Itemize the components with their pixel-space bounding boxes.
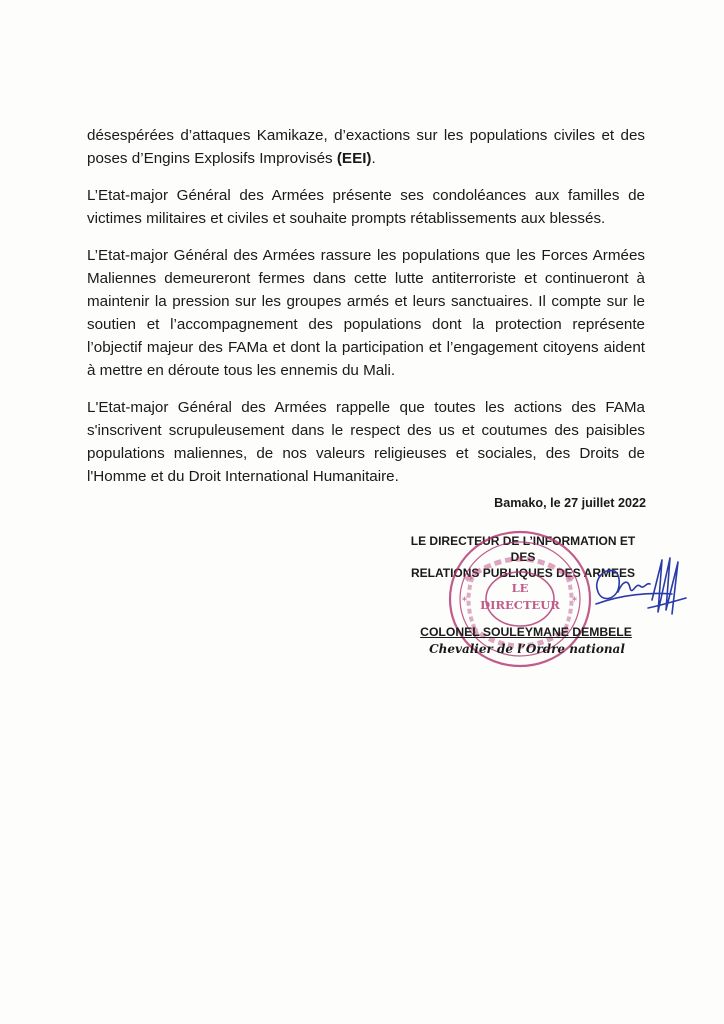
signatory-distinction: Chevalier de l’Ordre national — [429, 642, 625, 656]
signature-flourish — [652, 558, 678, 614]
signatory-title — [404, 533, 642, 581]
paragraph-1-bold-acronym: (EEI) — [336, 150, 372, 167]
signature-name-stroke — [618, 582, 650, 592]
signature-baseline-stroke — [596, 593, 672, 604]
paragraph-1 — [87, 124, 645, 170]
date-line: Bamako, le 27 juillet 2022 — [494, 496, 646, 510]
stamp-center-line-2: DIRECTEUR — [480, 598, 560, 612]
paragraph-1-tail: . — [371, 150, 376, 167]
signatory-title-line-2: RELATIONS PUBLIQUES DES ARMEES — [410, 566, 636, 580]
stamp-center-line-1: LE — [511, 581, 529, 595]
signature-underline-stroke — [648, 598, 686, 608]
signatory-title-line-1: LE DIRECTEUR DE L’INFORMATION ET DES — [410, 534, 636, 564]
document-body — [87, 124, 645, 502]
stamp-left-star: * — [462, 596, 467, 607]
paragraph-2: L’Etat-major Général des Armées présente ses condoléances aux familles de victimes militaires et civiles et souhaite prompts rétablissements aux blessés. — [87, 187, 645, 227]
paragraph-4: L'Etat-major Général des Armées rappelle que toutes les actions des FAMa s'inscrivent scrupuleusement dans le respect des us et coutumes des paisibles populations maliennes, de nos valeurs religieuses et sociales, des Droits de l'Homme et du Droit International Humanitaire. — [87, 399, 645, 485]
signatory-name: COLONEL SOULEYMANE DEMBELE — [420, 625, 632, 639]
paragraph-1-text: désespérées d’attaques Kamikaze, d’exactions sur les populations civiles et des poses d’Engins Explosifs Improvisés — [87, 127, 645, 167]
stamp-right-star: * — [572, 596, 577, 607]
paragraph-3: L’Etat-major Général des Armées rassure les populations que les Forces Armées Maliennes demeureront fermes dans cette lutte antiterroriste et continueront à maintenir la pression sur les groupes armés et leurs sanctuaires. Il compte sur le soutien et l’accompagnement des populations dont la protection représente l’objectif majeur des FAMa et dont la participation et l’engagement citoyens aident à mettre en déroute tous les ennemis du Mali. — [87, 247, 645, 379]
